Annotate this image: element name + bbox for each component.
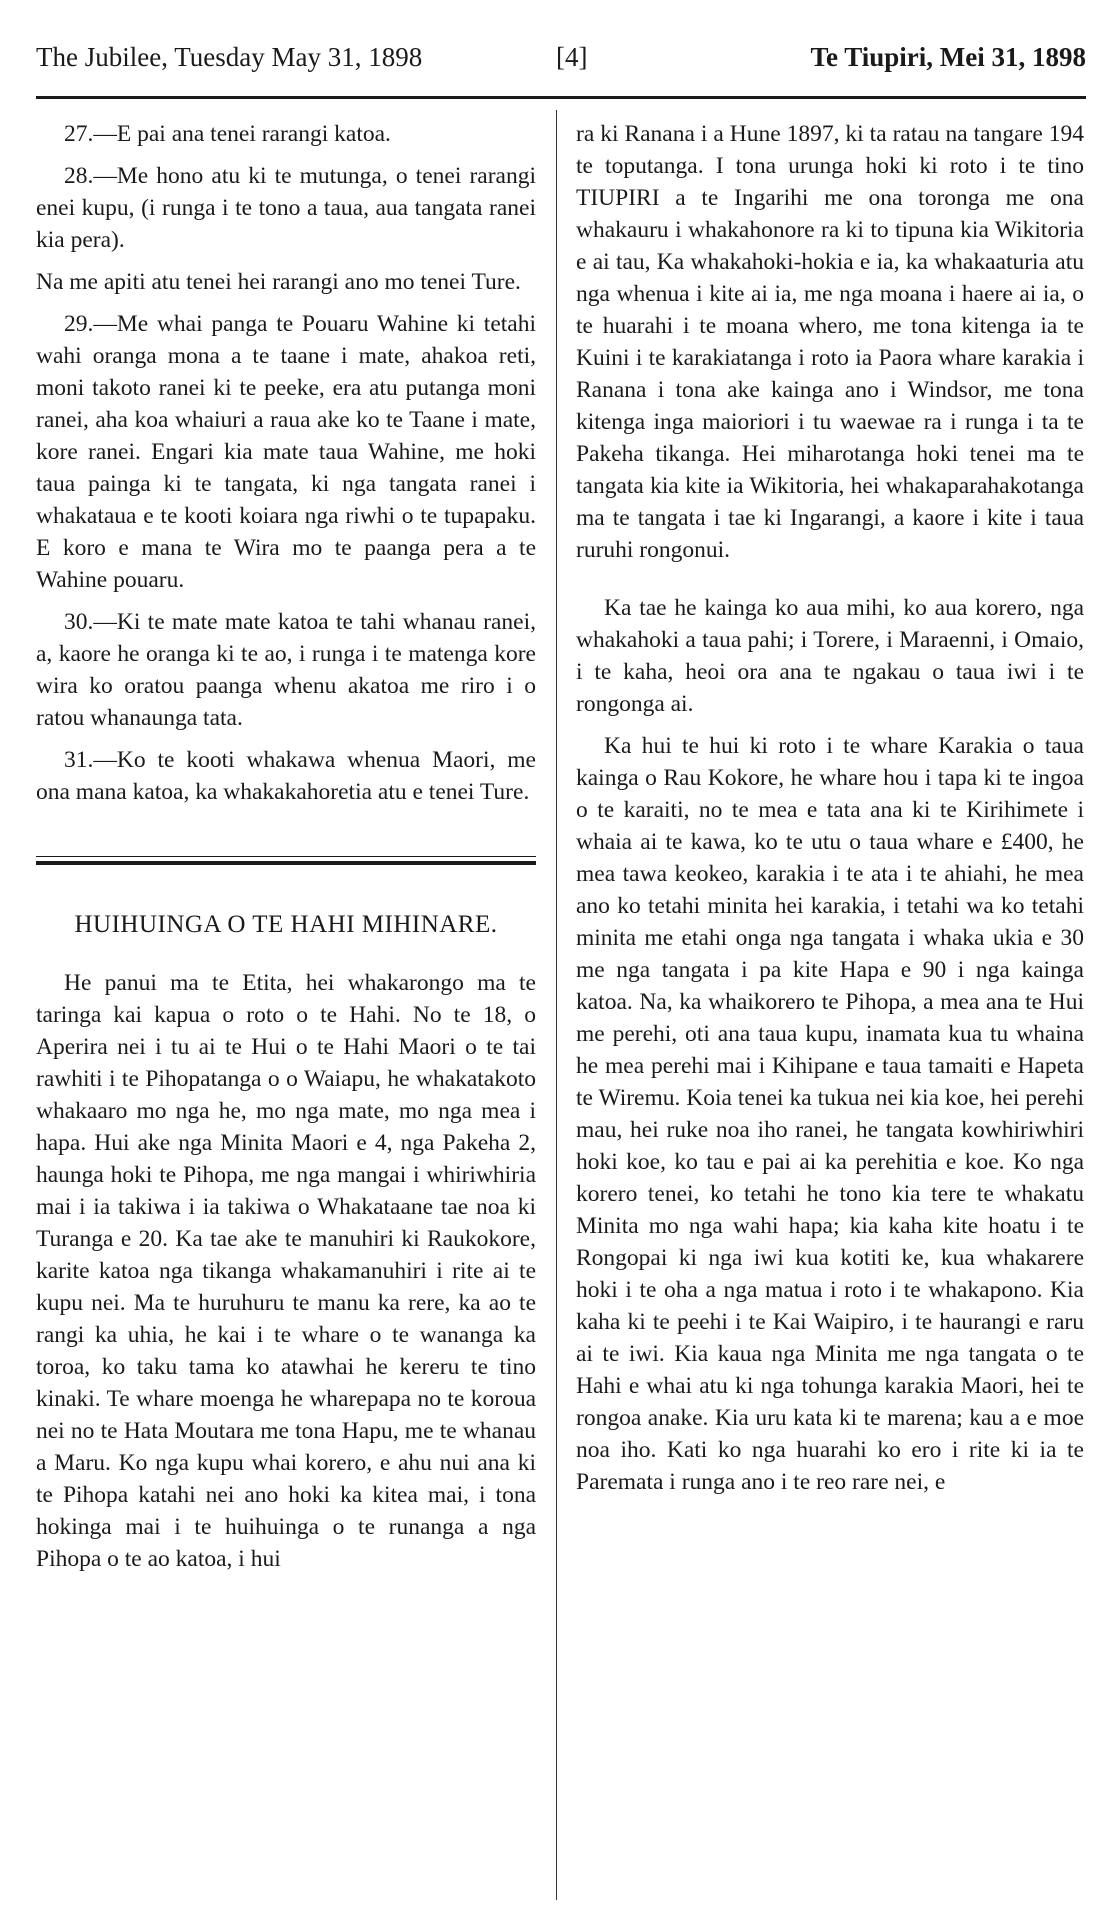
article-paragraph: He panui ma te Etita, hei whakarongo ma te taringa kai kapua o roto o te Hahi. No te 18, o Aperira nei i tu ai te Hui o te Hahi Maori o te tai rawhiti i te Pihopatanga o o Waiapu, he whakatakoto whakaaro mo nga he, mo nga mate, mo nga mea i hapa. Hui ake nga Minita Maori e 4, nga Pakeha 2, haunga hoki te Pihopa, me nga mangai i whiriwhiria mai i ia takiwa i ia takiwa o Whakataane tae noa ki Turanga e 20. Ka tae ake te manuhiri ki Raukokore, karite katoa nga tikanga whakamanuhiri i rite ai te kupu nei. Ma te huruhuru te manu ka rere, ka ao te rangi ka uhia, he kai i te whare o te wananga ka toroa, ko taku tama ko atawhai he kereru te tino kinaki. Te whare moenga he wharepapa no te koroua nei no te Hata Moutara me tona Hapu, me te whanau a Maru. Ko nga kupu whai korero, e ahu nui ana ki te Pihopa katahi nei ano hoki ka kitea mai, i tona hokinga mai i te huihuinga o te runanga a nga Pihopa o te ao katoa, i hui <box>36 970 536 1572</box>
clause-31: 31.—Ko te kooti whakawa whenua Maori, me ona mana katoa, ka whakakahoretia atu e tenei Ture. <box>36 747 536 805</box>
column-divider <box>556 110 557 1900</box>
header-english-title: The Jubilee, Tuesday May 31, 1898 <box>36 42 423 72</box>
clause-note: Na me apiti atu tenei hei rarangi ano mo tenei Ture. <box>36 269 521 295</box>
right-column <box>576 118 1084 1508</box>
clause-28: 28.—Me hono atu ki te mutunga, o tenei rarangi enei kupu, (i runga i te tono a taua, aua tangata ranei kia pera). <box>36 163 536 253</box>
section-divider <box>36 856 536 865</box>
clause-27: 27.—E pai ana tenei rarangi katoa. <box>64 121 391 147</box>
clause-29: 29.—Me whai panga te Pouaru Wahine ki tetahi wahi oranga mona a te taane i mate, ahakoa reti, moni takoto ranei ki te peeke, era atu putanga moni ranei, aha koa whaiuri a raua ake ko te Taane i mate, kore ranei. Engari kia mate taua Wahine, me hoki taua painga ki te tangata, ki nga tangata ranei i whakataua e te kooti koiara nga riwhi o te tupapaku. E koro e mana te Wira mo te paanga pera a te Wahine pouaru. <box>36 311 536 593</box>
article-paragraph: Ka hui te hui ki roto i te whare Karakia o taua kainga o Rau Kokore, he whare hou i tapa ki te ingoa o te karaiti, no te mea e tata ana ki te Kirihimete i whaia ai te kawa, ko te utu o taua whare e £400, he mea tawa keokeo, karakia i te ata i te ahiahi, he mea ano ko tetahi minita hei karakia, i tetahi wa ko tetahi minita me etahi onga nga tangata i whaka ukia e 30 me nga tangata i pa kite Hapa e 90 i nga kainga katoa. Na, ka whaikorero te Pihopa, a mea ana te Hui me perehi, oti ana taua kupu, inamata kua tu whaina he mea perehi mai i Kihipane e taua tamaiti e Hapeta te Wiremu. Koia tenei ka tukua nei kia koe, hei perehi mau, hei ruke noa iho ranei, he tangata kowhiriwhiri hoki koe, ko tau e pai ai ka perehitia e koe. Ko nga korero tenei, ko tetahi he tono kia tere te whakatu Minita mo nga wahi hapa; kia kaha kite hoatu i te Rongopai ki nga iwi kua kotiti ke, kua whakarere hoki i te oha a nga matua i roto i te whakapono. Kia kaha ki te peehi i te Kai Waipiro, i te haurangi e raru ai te iwi. Kia kaua nga Minita me nga tangata o te Hahi e whai atu ki nga tohunga karakia Maori, hei te rongoa anake. Kia uru kata ki te marena; kau a e moe noa iho. Kati ko nga huarahi ko ero i rite ki ia te Paremata i runga ano i te reo rare nei, e <box>576 733 1084 1495</box>
left-column <box>36 118 536 1585</box>
article-continuation: ra ki Ranana i a Hune 1897, ki ta ratau na tangare 194 te toputanga. I tona urunga hoki ki roto i te tino TIUPIRI a te Ingarihi me ona toronga me ona whakauru i whakahonore ra ki to tipuna kia Wikitoria e ai tau, Ka whakahoki-hokia e ia, ka whakaaturia atu nga whenua i kite ai ia, me nga moana i haere ai ia, o te huarahi i te moana whero, me tona kitenga ia te Kuini i te karakiatanga i roto ia Paora whare karakia i Ranana i tona ake kainga ano i Windsor, me tona kitenga inga maioriori i tu waewae ra i runga i ta te Pakeha tikanga. Hei miharotanga hoki tenei ma te tangata kia kite ia Wikitoria, hei whakaparahakotanga ma te tangata i tae ki Ingarangi, a kaore i kite i taua ruruhi rongonui. <box>576 121 1084 563</box>
page-number: [4] <box>556 42 588 72</box>
header-maori-title: Te Tiupiri, Mei 31, 1898 <box>810 42 1086 72</box>
article-paragraph: Ka tae he kainga ko aua mihi, ko aua korero, nga whakahoki a taua pahi; i Torere, i Maraenni, i Omaio, i te kaha, heoi ora ana te ngakau o taua iwi i te rongonga ai. <box>576 595 1084 717</box>
header-rule <box>36 96 1086 99</box>
page-header <box>36 42 1086 78</box>
clause-30: 30.—Ki te mate mate katoa te tahi whanau ranei, a, kaore he oranga ki te ao, i runga i te matenga kore wira ko oratou paanga whenu akatoa me riro i o ratou whanaunga tata. <box>36 609 536 731</box>
section-title: HUIHUINGA O TE HAHI MIHINARE. <box>74 911 498 938</box>
